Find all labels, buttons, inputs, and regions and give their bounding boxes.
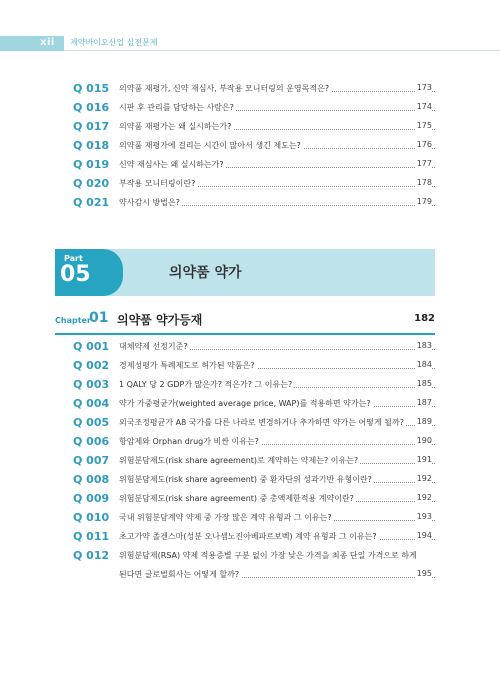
question-title: 약가 가중평균가(weighted average price, WAP)를 적용하면 약가는? [119, 399, 371, 408]
chapter-title: 의약품 약가등재 [117, 313, 203, 327]
page-number: 184 [416, 360, 432, 369]
toc-entry[interactable] [0, 454, 500, 472]
toc-entry[interactable] [0, 101, 500, 119]
question-number: Q 002 [73, 359, 110, 372]
toc-entry[interactable] [0, 158, 500, 176]
question-number: Q 015 [73, 82, 110, 95]
page-number: 173 [416, 83, 432, 92]
chapter-page: 182 [414, 313, 435, 324]
toc-entry[interactable] [0, 196, 500, 214]
toc-entry[interactable] [0, 397, 500, 415]
toc-entry[interactable] [0, 177, 500, 195]
page-number: 192 [416, 474, 432, 483]
question-number: Q 009 [73, 492, 110, 505]
question-number: Q 007 [73, 454, 110, 467]
page-number: 191 [416, 455, 432, 464]
question-title: 위험분담제도(risk share agreement) 중 환자단위 성과기반 유형이란? [119, 475, 372, 484]
question-title: 항암제와 Orphan drug가 비싼 이유는? [119, 437, 259, 446]
part-title: 의약품 약가 [169, 265, 242, 281]
question-title: 1 QALY 당 2 GDP가 많은가? 적은가? 그 이유는? [119, 380, 293, 389]
question-number: Q 012 [73, 549, 110, 562]
question-title: 위험분담제(RSA) 약제 적용증별 구분 없이 가장 낮은 가격을 최종 단일 가격으로 하게 [119, 551, 417, 560]
toc-entry[interactable] [0, 340, 500, 358]
toc-entry[interactable] [0, 435, 500, 453]
page-number: 179 [416, 197, 432, 206]
question-title-continued: 된다면 글로벌회사는 어떻게 할까? [119, 570, 240, 579]
question-number: Q 006 [73, 435, 110, 448]
part-number-box [55, 249, 103, 296]
toc-entry[interactable] [0, 511, 500, 529]
page-number: 189 [416, 417, 432, 426]
question-title: 초고가약 졸겐스마(성분 오나셈노진아베파르보벡) 계약 유형과 그 이유는? [119, 532, 377, 541]
page-number: 177 [416, 159, 432, 168]
chapter-heading[interactable] [55, 309, 435, 331]
page-number: 193 [416, 512, 432, 521]
page-number: 185 [416, 379, 432, 388]
part-label: Part [64, 254, 83, 263]
question-title: 위험분담제도(risk share agreement) 중 총액제한적용 계약이란? [119, 494, 354, 503]
header-rule [64, 50, 500, 51]
book-title: 제약바이오산업 실전문제 [70, 38, 158, 47]
question-title: 위험분담제도(risk share agreement)로 계약하는 약제는? 이유는? [119, 456, 359, 465]
page-number: 183 [416, 341, 432, 350]
question-number: Q 018 [73, 139, 110, 152]
question-number: Q 011 [73, 530, 110, 543]
question-title: 의약품 재평가에 걸리는 시간이 많아서 생긴 제도는? [119, 141, 301, 150]
page-number: 178 [416, 178, 432, 187]
question-number: Q 021 [73, 196, 110, 209]
page-number: 187 [416, 398, 432, 407]
chapter-number: 01 [89, 310, 109, 326]
question-number: Q 008 [73, 473, 110, 486]
running-header [0, 36, 500, 51]
question-title: 의약품 재평가는 왜 실시하는가? [119, 122, 232, 131]
page-number: 194 [416, 531, 432, 540]
question-number: Q 010 [73, 511, 110, 524]
page-number: 176 [416, 140, 432, 149]
question-title: 대체약제 선정기준? [119, 342, 188, 351]
question-title: 부작용 모니터링이란? [119, 179, 196, 188]
toc-entry[interactable] [0, 378, 500, 396]
question-title: 경제성평가 특례제도로 허가된 약품은? [119, 361, 255, 370]
question-number: Q 019 [73, 158, 110, 171]
page-number-roman: xii [40, 37, 55, 48]
question-number: Q 016 [73, 101, 110, 114]
page-number: 192 [416, 493, 432, 502]
question-title: 시판 후 관리를 담당하는 사람은? [119, 103, 234, 112]
part-title-band [103, 249, 435, 296]
question-number: Q 020 [73, 177, 110, 190]
part-banner [55, 249, 435, 296]
question-title: 신약 재심사는 왜 실시하는가? [119, 160, 224, 169]
question-number: Q 005 [73, 416, 110, 429]
part-number: 05 [60, 262, 91, 287]
question-number: Q 017 [73, 120, 110, 133]
question-number: Q 003 [73, 378, 110, 391]
toc-entry[interactable] [0, 492, 500, 510]
toc-entry[interactable] [0, 530, 500, 548]
toc-entry[interactable] [0, 359, 500, 377]
toc-entry[interactable] [0, 139, 500, 157]
chapter-rule [55, 333, 435, 335]
page-number: 175 [416, 121, 432, 130]
toc-entry[interactable] [0, 473, 500, 491]
toc-entry[interactable] [0, 549, 500, 567]
question-title: 외국조정평균가 A8 국가를 다른 나라로 변경하거나 추가하면 약가는 어떻게 될까? [119, 418, 404, 427]
question-title: 의약품 재평가, 신약 재심사, 부작용 모니터링의 운영목적은? [119, 84, 330, 93]
chapter-label: Chapter [55, 316, 91, 325]
page-number: 195 [416, 569, 432, 578]
question-title: 약사감시 방법은? [119, 198, 180, 207]
toc-entry-continuation[interactable] [0, 568, 500, 586]
question-number: Q 001 [73, 340, 110, 353]
question-title: 국내 위험분담계약 약제 중 가장 많은 계약 유형과 그 이유는? [119, 513, 332, 522]
toc-entry[interactable] [0, 120, 500, 138]
toc-entry[interactable] [0, 416, 500, 434]
page-number: 190 [416, 436, 432, 445]
page-number: 174 [416, 102, 432, 111]
toc-entry[interactable] [0, 82, 500, 100]
question-number: Q 004 [73, 397, 110, 410]
